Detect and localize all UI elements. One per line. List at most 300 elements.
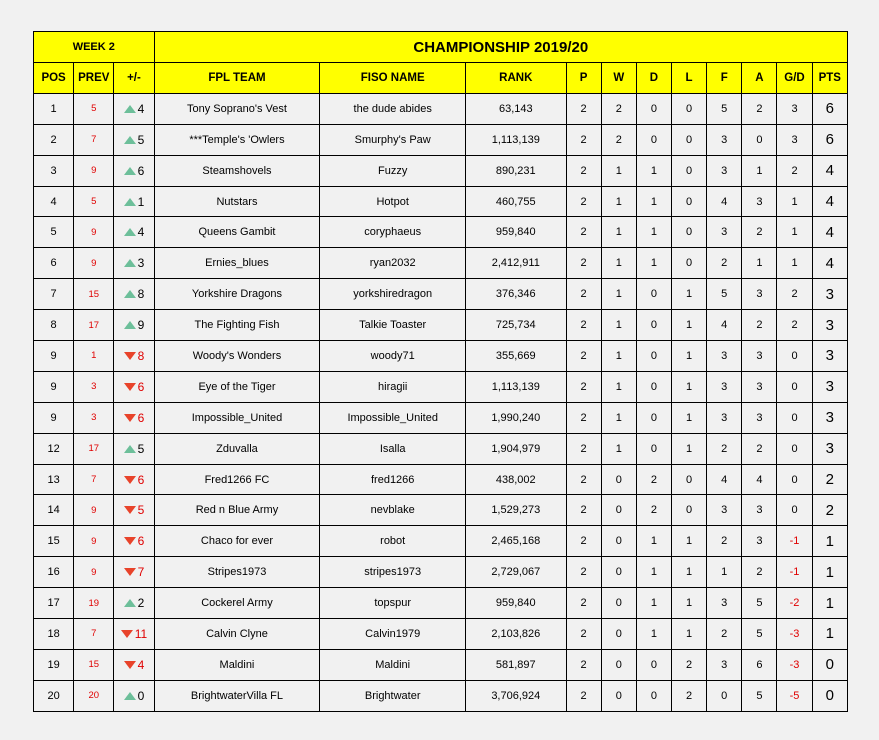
table-row: [34, 464, 848, 495]
rank-cell: 1,113,139: [466, 371, 566, 402]
fiso-name-cell: the dude abides: [320, 93, 466, 124]
played-cell: 2: [566, 433, 601, 464]
won-cell: 0: [601, 619, 636, 650]
against-cell: 5: [742, 619, 777, 650]
col-header-lost: L: [671, 63, 706, 94]
played-cell: 2: [566, 310, 601, 341]
movement-cell: [114, 495, 154, 526]
played-cell: 2: [566, 217, 601, 248]
for-cell: 3: [707, 649, 742, 680]
won-cell: 0: [601, 464, 636, 495]
fiso-name-cell: Impossible_United: [320, 402, 466, 433]
goal-difference-cell: 0: [777, 371, 812, 402]
triangle-up-icon: [124, 290, 136, 298]
fiso-name-cell: Maldini: [320, 649, 466, 680]
movement-cell: [114, 248, 154, 279]
movement-cell: [114, 649, 154, 680]
previous-position-cell: 9: [74, 557, 114, 588]
lost-cell: 1: [671, 341, 706, 372]
col-header-rank: RANK: [466, 63, 566, 94]
triangle-down-icon: [124, 537, 136, 545]
goal-difference-cell: 2: [777, 279, 812, 310]
won-cell: 1: [601, 402, 636, 433]
fpl-team-cell: Ernies_blues: [154, 248, 320, 279]
movement-value: 4: [137, 657, 145, 672]
against-cell: 4: [742, 464, 777, 495]
lost-cell: 0: [671, 186, 706, 217]
won-cell: 0: [601, 526, 636, 557]
goal-difference-cell: 0: [777, 402, 812, 433]
previous-position-cell: 3: [74, 371, 114, 402]
fiso-name-cell: Isalla: [320, 433, 466, 464]
played-cell: 2: [566, 371, 601, 402]
against-cell: 5: [742, 680, 777, 711]
goal-difference-cell: 0: [777, 341, 812, 372]
position-cell: 9: [34, 341, 74, 372]
against-cell: 1: [742, 248, 777, 279]
league-table: [33, 31, 848, 712]
drawn-cell: 0: [636, 93, 671, 124]
won-cell: 1: [601, 279, 636, 310]
movement-value: 5: [137, 132, 145, 147]
fiso-name-cell: topspur: [320, 588, 466, 619]
previous-position-cell: 7: [74, 464, 114, 495]
drawn-cell: 1: [636, 155, 671, 186]
for-cell: 3: [707, 341, 742, 372]
goal-difference-cell: 0: [777, 495, 812, 526]
table-row: [34, 124, 848, 155]
points-cell: 3: [812, 310, 847, 341]
played-cell: 2: [566, 495, 601, 526]
rank-cell: 376,346: [466, 279, 566, 310]
rank-cell: 890,231: [466, 155, 566, 186]
previous-position-cell: 5: [74, 93, 114, 124]
movement-value: 0: [137, 688, 145, 703]
table-body: [34, 93, 848, 711]
for-cell: 2: [707, 619, 742, 650]
movement-value: 6: [137, 472, 145, 487]
for-cell: 5: [707, 93, 742, 124]
for-cell: 3: [707, 371, 742, 402]
movement-cell: [114, 279, 154, 310]
table-row: [34, 371, 848, 402]
against-cell: 3: [742, 341, 777, 372]
movement-cell: [114, 402, 154, 433]
rank-cell: 63,143: [466, 93, 566, 124]
points-cell: 0: [812, 649, 847, 680]
fpl-team-cell: Cockerel Army: [154, 588, 320, 619]
previous-position-cell: 17: [74, 433, 114, 464]
triangle-down-icon: [124, 506, 136, 514]
drawn-cell: 0: [636, 279, 671, 310]
points-cell: 3: [812, 433, 847, 464]
position-cell: 8: [34, 310, 74, 341]
for-cell: 4: [707, 310, 742, 341]
lost-cell: 1: [671, 588, 706, 619]
movement-value: 9: [137, 318, 145, 333]
against-cell: 0: [742, 124, 777, 155]
for-cell: 2: [707, 433, 742, 464]
fiso-name-cell: stripes1973: [320, 557, 466, 588]
col-header-move: +/-: [114, 63, 154, 94]
table-row: [34, 433, 848, 464]
previous-position-cell: 9: [74, 217, 114, 248]
fiso-name-cell: hiragii: [320, 371, 466, 402]
movement-value: 4: [137, 225, 145, 240]
table-row: [34, 557, 848, 588]
movement-cell: [114, 433, 154, 464]
position-cell: 12: [34, 433, 74, 464]
col-header-fpl-team: FPL TEAM: [154, 63, 320, 94]
col-header-played: P: [566, 63, 601, 94]
fiso-name-cell: Talkie Toaster: [320, 310, 466, 341]
against-cell: 5: [742, 588, 777, 619]
for-cell: 3: [707, 124, 742, 155]
col-header-against: A: [742, 63, 777, 94]
for-cell: 3: [707, 217, 742, 248]
fpl-team-cell: Impossible_United: [154, 402, 320, 433]
rank-cell: 2,465,168: [466, 526, 566, 557]
movement-value: 6: [137, 163, 145, 178]
fpl-team-cell: Maldini: [154, 649, 320, 680]
for-cell: 1: [707, 557, 742, 588]
goal-difference-cell: 2: [777, 155, 812, 186]
fiso-name-cell: coryphaeus: [320, 217, 466, 248]
drawn-cell: 0: [636, 310, 671, 341]
triangle-up-icon: [124, 259, 136, 267]
lost-cell: 1: [671, 310, 706, 341]
triangle-down-icon: [124, 661, 136, 669]
drawn-cell: 1: [636, 217, 671, 248]
played-cell: 2: [566, 186, 601, 217]
previous-position-cell: 7: [74, 619, 114, 650]
won-cell: 1: [601, 155, 636, 186]
movement-value: 1: [137, 194, 145, 209]
previous-position-cell: 9: [74, 526, 114, 557]
rank-cell: 959,840: [466, 217, 566, 248]
fpl-team-cell: Tony Soprano's Vest: [154, 93, 320, 124]
position-cell: 20: [34, 680, 74, 711]
previous-position-cell: 20: [74, 680, 114, 711]
fpl-team-cell: ***Temple's 'Owlers: [154, 124, 320, 155]
rank-cell: 2,412,911: [466, 248, 566, 279]
fiso-name-cell: ryan2032: [320, 248, 466, 279]
triangle-up-icon: [124, 198, 136, 206]
table-row: [34, 495, 848, 526]
against-cell: 3: [742, 371, 777, 402]
fpl-team-cell: Red n Blue Army: [154, 495, 320, 526]
points-cell: 6: [812, 124, 847, 155]
position-cell: 13: [34, 464, 74, 495]
table-row: [34, 588, 848, 619]
week-label: WEEK 2: [34, 32, 155, 63]
table-row: [34, 248, 848, 279]
lost-cell: 1: [671, 557, 706, 588]
rank-cell: 438,002: [466, 464, 566, 495]
won-cell: 0: [601, 495, 636, 526]
triangle-up-icon: [124, 445, 136, 453]
played-cell: 2: [566, 619, 601, 650]
rank-cell: 3,706,924: [466, 680, 566, 711]
previous-position-cell: 9: [74, 495, 114, 526]
drawn-cell: 0: [636, 371, 671, 402]
goal-difference-cell: -3: [777, 619, 812, 650]
movement-value: 8: [137, 287, 145, 302]
rank-cell: 1,529,273: [466, 495, 566, 526]
position-cell: 9: [34, 402, 74, 433]
col-header-won: W: [601, 63, 636, 94]
previous-position-cell: 17: [74, 310, 114, 341]
rank-cell: 1,990,240: [466, 402, 566, 433]
against-cell: 6: [742, 649, 777, 680]
points-cell: 3: [812, 341, 847, 372]
points-cell: 3: [812, 371, 847, 402]
triangle-down-icon: [124, 568, 136, 576]
goal-difference-cell: 3: [777, 124, 812, 155]
lost-cell: 1: [671, 526, 706, 557]
fpl-team-cell: Eye of the Tiger: [154, 371, 320, 402]
col-header-prev: PREV: [74, 63, 114, 94]
points-cell: 4: [812, 217, 847, 248]
points-cell: 0: [812, 680, 847, 711]
won-cell: 1: [601, 186, 636, 217]
for-cell: 3: [707, 155, 742, 186]
rank-cell: 959,840: [466, 588, 566, 619]
against-cell: 3: [742, 279, 777, 310]
played-cell: 2: [566, 526, 601, 557]
against-cell: 2: [742, 93, 777, 124]
won-cell: 1: [601, 433, 636, 464]
previous-position-cell: 19: [74, 588, 114, 619]
position-cell: 7: [34, 279, 74, 310]
drawn-cell: 0: [636, 402, 671, 433]
goal-difference-cell: 1: [777, 248, 812, 279]
fiso-name-cell: Brightwater: [320, 680, 466, 711]
drawn-cell: 1: [636, 526, 671, 557]
movement-value: 6: [137, 410, 145, 425]
movement-cell: [114, 93, 154, 124]
previous-position-cell: 5: [74, 186, 114, 217]
col-header-drawn: D: [636, 63, 671, 94]
played-cell: 2: [566, 402, 601, 433]
lost-cell: 0: [671, 464, 706, 495]
fiso-name-cell: woody71: [320, 341, 466, 372]
table-row: [34, 93, 848, 124]
won-cell: 0: [601, 649, 636, 680]
goal-difference-cell: 0: [777, 464, 812, 495]
against-cell: 3: [742, 186, 777, 217]
movement-cell: [114, 310, 154, 341]
against-cell: 3: [742, 402, 777, 433]
table-row: [34, 155, 848, 186]
triangle-up-icon: [124, 228, 136, 236]
goal-difference-cell: -1: [777, 526, 812, 557]
points-cell: 1: [812, 588, 847, 619]
fpl-team-cell: The Fighting Fish: [154, 310, 320, 341]
table-row: [34, 217, 848, 248]
played-cell: 2: [566, 588, 601, 619]
won-cell: 1: [601, 310, 636, 341]
table-row: [34, 619, 848, 650]
col-header-points: PTS: [812, 63, 847, 94]
previous-position-cell: 1: [74, 341, 114, 372]
movement-value: 8: [137, 348, 145, 363]
movement-cell: [114, 371, 154, 402]
rank-cell: 1,113,139: [466, 124, 566, 155]
table-row: [34, 680, 848, 711]
lost-cell: 1: [671, 619, 706, 650]
won-cell: 2: [601, 93, 636, 124]
fpl-team-cell: Zduvalla: [154, 433, 320, 464]
goal-difference-cell: 1: [777, 217, 812, 248]
fpl-team-cell: Fred1266 FC: [154, 464, 320, 495]
won-cell: 2: [601, 124, 636, 155]
points-cell: 4: [812, 248, 847, 279]
drawn-cell: 1: [636, 248, 671, 279]
won-cell: 0: [601, 588, 636, 619]
triangle-up-icon: [124, 321, 136, 329]
table-title: CHAMPIONSHIP 2019/20: [154, 32, 847, 63]
for-cell: 4: [707, 186, 742, 217]
points-cell: 1: [812, 619, 847, 650]
position-cell: 4: [34, 186, 74, 217]
previous-position-cell: 7: [74, 124, 114, 155]
movement-cell: [114, 341, 154, 372]
points-cell: 2: [812, 495, 847, 526]
movement-cell: [114, 557, 154, 588]
movement-value: 5: [137, 503, 145, 518]
movement-cell: [114, 186, 154, 217]
lost-cell: 1: [671, 402, 706, 433]
played-cell: 2: [566, 93, 601, 124]
position-cell: 6: [34, 248, 74, 279]
goal-difference-cell: 0: [777, 433, 812, 464]
movement-cell: [114, 588, 154, 619]
triangle-up-icon: [124, 599, 136, 607]
for-cell: 2: [707, 248, 742, 279]
played-cell: 2: [566, 124, 601, 155]
goal-difference-cell: -3: [777, 649, 812, 680]
against-cell: 2: [742, 557, 777, 588]
lost-cell: 0: [671, 495, 706, 526]
movement-cell: [114, 526, 154, 557]
against-cell: 2: [742, 217, 777, 248]
goal-difference-cell: -1: [777, 557, 812, 588]
fiso-name-cell: Hotpot: [320, 186, 466, 217]
triangle-up-icon: [124, 105, 136, 113]
table-row: [34, 341, 848, 372]
fpl-team-cell: Steamshovels: [154, 155, 320, 186]
won-cell: 1: [601, 371, 636, 402]
position-cell: 16: [34, 557, 74, 588]
lost-cell: 0: [671, 93, 706, 124]
goal-difference-cell: -5: [777, 680, 812, 711]
for-cell: 2: [707, 526, 742, 557]
fiso-name-cell: Fuzzy: [320, 155, 466, 186]
for-cell: 3: [707, 495, 742, 526]
previous-position-cell: 15: [74, 279, 114, 310]
previous-position-cell: 15: [74, 649, 114, 680]
position-cell: 1: [34, 93, 74, 124]
goal-difference-cell: -2: [777, 588, 812, 619]
fiso-name-cell: robot: [320, 526, 466, 557]
position-cell: 2: [34, 124, 74, 155]
against-cell: 2: [742, 433, 777, 464]
col-header-fiso-name: FISO NAME: [320, 63, 466, 94]
position-cell: 9: [34, 371, 74, 402]
points-cell: 1: [812, 557, 847, 588]
drawn-cell: 1: [636, 186, 671, 217]
for-cell: 3: [707, 588, 742, 619]
table-row: [34, 649, 848, 680]
lost-cell: 1: [671, 433, 706, 464]
movement-value: 6: [137, 379, 145, 394]
drawn-cell: 0: [636, 680, 671, 711]
rank-cell: 2,103,826: [466, 619, 566, 650]
rank-cell: 460,755: [466, 186, 566, 217]
position-cell: 3: [34, 155, 74, 186]
lost-cell: 2: [671, 680, 706, 711]
fiso-name-cell: Smurphy's Paw: [320, 124, 466, 155]
drawn-cell: 2: [636, 495, 671, 526]
position-cell: 14: [34, 495, 74, 526]
table-row: [34, 279, 848, 310]
movement-cell: [114, 464, 154, 495]
movement-value: 7: [137, 565, 145, 580]
won-cell: 1: [601, 248, 636, 279]
position-cell: 15: [34, 526, 74, 557]
lost-cell: 2: [671, 649, 706, 680]
for-cell: 4: [707, 464, 742, 495]
triangle-up-icon: [124, 167, 136, 175]
fiso-name-cell: yorkshiredragon: [320, 279, 466, 310]
against-cell: 3: [742, 526, 777, 557]
against-cell: 2: [742, 310, 777, 341]
table-row: [34, 186, 848, 217]
won-cell: 0: [601, 680, 636, 711]
played-cell: 2: [566, 341, 601, 372]
points-cell: 3: [812, 402, 847, 433]
points-cell: 6: [812, 93, 847, 124]
fpl-team-cell: BrightwaterVilla FL: [154, 680, 320, 711]
fpl-team-cell: Stripes1973: [154, 557, 320, 588]
lost-cell: 1: [671, 371, 706, 402]
drawn-cell: 0: [636, 649, 671, 680]
points-cell: 2: [812, 464, 847, 495]
played-cell: 2: [566, 248, 601, 279]
movement-value: 2: [137, 596, 145, 611]
fpl-team-cell: Woody's Wonders: [154, 341, 320, 372]
lost-cell: 1: [671, 279, 706, 310]
table-row: [34, 402, 848, 433]
col-header-goal-difference: G/D: [777, 63, 812, 94]
position-cell: 5: [34, 217, 74, 248]
position-cell: 17: [34, 588, 74, 619]
fpl-team-cell: Queens Gambit: [154, 217, 320, 248]
movement-cell: [114, 680, 154, 711]
previous-position-cell: 9: [74, 248, 114, 279]
movement-cell: [114, 155, 154, 186]
goal-difference-cell: 1: [777, 186, 812, 217]
points-cell: 4: [812, 155, 847, 186]
played-cell: 2: [566, 557, 601, 588]
rank-cell: 2,729,067: [466, 557, 566, 588]
won-cell: 1: [601, 217, 636, 248]
rank-cell: 1,904,979: [466, 433, 566, 464]
rank-cell: 725,734: [466, 310, 566, 341]
position-cell: 19: [34, 649, 74, 680]
movement-cell: [114, 217, 154, 248]
